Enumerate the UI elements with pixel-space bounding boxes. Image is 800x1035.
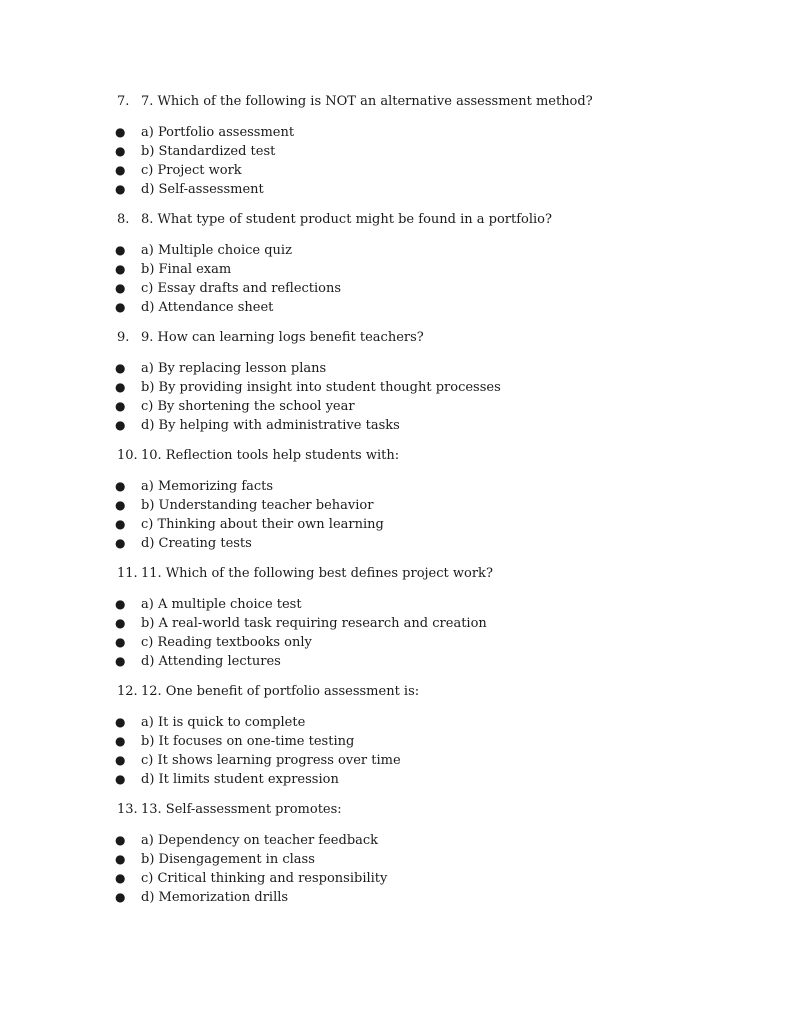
option-list [0,477,800,553]
option-text: a) Memorizing facts [141,479,274,494]
bullet-icon: ● [115,715,126,729]
option-item [0,732,800,751]
option-text: c) Reading textbooks only [141,635,312,650]
option-text: a) By replacing lesson plans [141,361,327,376]
question-number: 7. [117,94,130,109]
question-number: 11. [117,566,138,581]
bullet-icon: ● [115,616,126,630]
option-text: a) A multiple choice test [141,597,302,612]
option-text: c) Project work [141,163,242,178]
option-list [0,713,800,789]
option-list [0,831,800,907]
option-text: b) A real-world task requiring research and creation [141,616,487,631]
bullet-icon: ● [115,890,126,904]
option-item [0,142,800,161]
option-text: d) By helping with administrative tasks [141,418,400,433]
bullet-icon: ● [115,734,126,748]
option-item [0,595,800,614]
question-number: 9. [117,330,130,345]
option-text: a) Dependency on teacher feedback [141,833,379,848]
bullet-icon: ● [115,654,126,668]
question-line [0,681,800,703]
bullet-icon: ● [115,380,126,394]
bullet-icon: ● [115,262,126,276]
option-text: d) Attending lectures [141,654,281,669]
option-item [0,713,800,732]
option-text: c) Essay drafts and reflections [141,281,342,296]
option-text: b) Understanding teacher behavior [141,498,374,513]
option-text: d) Self-assessment [141,182,264,197]
bullet-icon: ● [115,517,126,531]
question-text: 12. One benefit of portfolio assessment is: [141,684,420,699]
option-item [0,633,800,652]
bullet-icon: ● [115,418,126,432]
option-item [0,515,800,534]
option-item [0,180,800,199]
bullet-icon: ● [115,300,126,314]
option-item [0,888,800,907]
option-text: a) Portfolio assessment [141,125,295,140]
option-text: c) Critical thinking and responsibility [141,871,388,886]
option-item [0,161,800,180]
bullet-icon: ● [115,753,126,767]
bullet-icon: ● [115,144,126,158]
bullet-icon: ● [115,163,126,177]
option-text: d) Creating tests [141,536,252,551]
option-text: d) Attendance sheet [141,300,274,315]
option-item [0,279,800,298]
question-block [0,445,800,553]
option-text: c) By shortening the school year [141,399,355,414]
bullet-icon: ● [115,479,126,493]
option-item [0,614,800,633]
bullet-icon: ● [115,772,126,786]
option-item [0,496,800,515]
option-item [0,298,800,317]
question-block [0,563,800,671]
bullet-icon: ● [115,125,126,139]
bullet-icon: ● [115,871,126,885]
option-item [0,850,800,869]
option-list [0,241,800,317]
option-item [0,652,800,671]
bullet-icon: ● [115,833,126,847]
option-item [0,770,800,789]
option-text: c) Thinking about their own learning [141,517,384,532]
option-item [0,260,800,279]
question-line [0,563,800,585]
bullet-icon: ● [115,243,126,257]
question-line [0,209,800,231]
option-item [0,831,800,850]
bullet-icon: ● [115,852,126,866]
bullet-icon: ● [115,597,126,611]
question-block [0,209,800,317]
option-text: b) By providing insight into student thought processes [141,380,501,395]
question-line [0,445,800,467]
option-item [0,397,800,416]
question-line [0,91,800,113]
bullet-icon: ● [115,635,126,649]
option-text: c) It shows learning progress over time [141,753,401,768]
option-text: b) Final exam [141,262,232,277]
question-number: 10. [117,448,138,463]
option-list [0,359,800,435]
question-number: 13. [117,802,138,817]
question-line [0,799,800,821]
question-text: 7. Which of the following is NOT an alternative assessment method? [141,94,593,109]
bullet-icon: ● [115,182,126,196]
option-item [0,241,800,260]
question-block [0,327,800,435]
bullet-icon: ● [115,281,126,295]
option-text: b) Disengagement in class [141,852,315,867]
question-number: 12. [117,684,138,699]
option-item [0,534,800,553]
question-block [0,799,800,907]
question-text: 9. How can learning logs benefit teachers? [141,330,424,345]
question-block [0,681,800,789]
question-text: 13. Self-assessment promotes: [141,802,342,817]
option-list [0,123,800,199]
question-text: 10. Reflection tools help students with: [141,448,400,463]
option-text: a) Multiple choice quiz [141,243,292,258]
question-text: 11. Which of the following best defines project work? [141,566,493,581]
option-item [0,751,800,770]
option-list [0,595,800,671]
option-item [0,416,800,435]
bullet-icon: ● [115,361,126,375]
bullet-icon: ● [115,536,126,550]
option-text: d) It limits student expression [141,772,339,787]
option-item [0,378,800,397]
question-block [0,91,800,199]
option-text: a) It is quick to complete [141,715,306,730]
question-line [0,327,800,349]
question-number: 8. [117,212,130,227]
option-text: d) Memorization drills [141,890,289,905]
question-text: 8. What type of student product might be found in a portfolio? [141,212,552,227]
option-item [0,477,800,496]
option-text: b) Standardized test [141,144,276,159]
option-item [0,359,800,378]
option-text: b) It focuses on one-time testing [141,734,355,749]
bullet-icon: ● [115,399,126,413]
option-item [0,869,800,888]
bullet-icon: ● [115,498,126,512]
option-item [0,123,800,142]
